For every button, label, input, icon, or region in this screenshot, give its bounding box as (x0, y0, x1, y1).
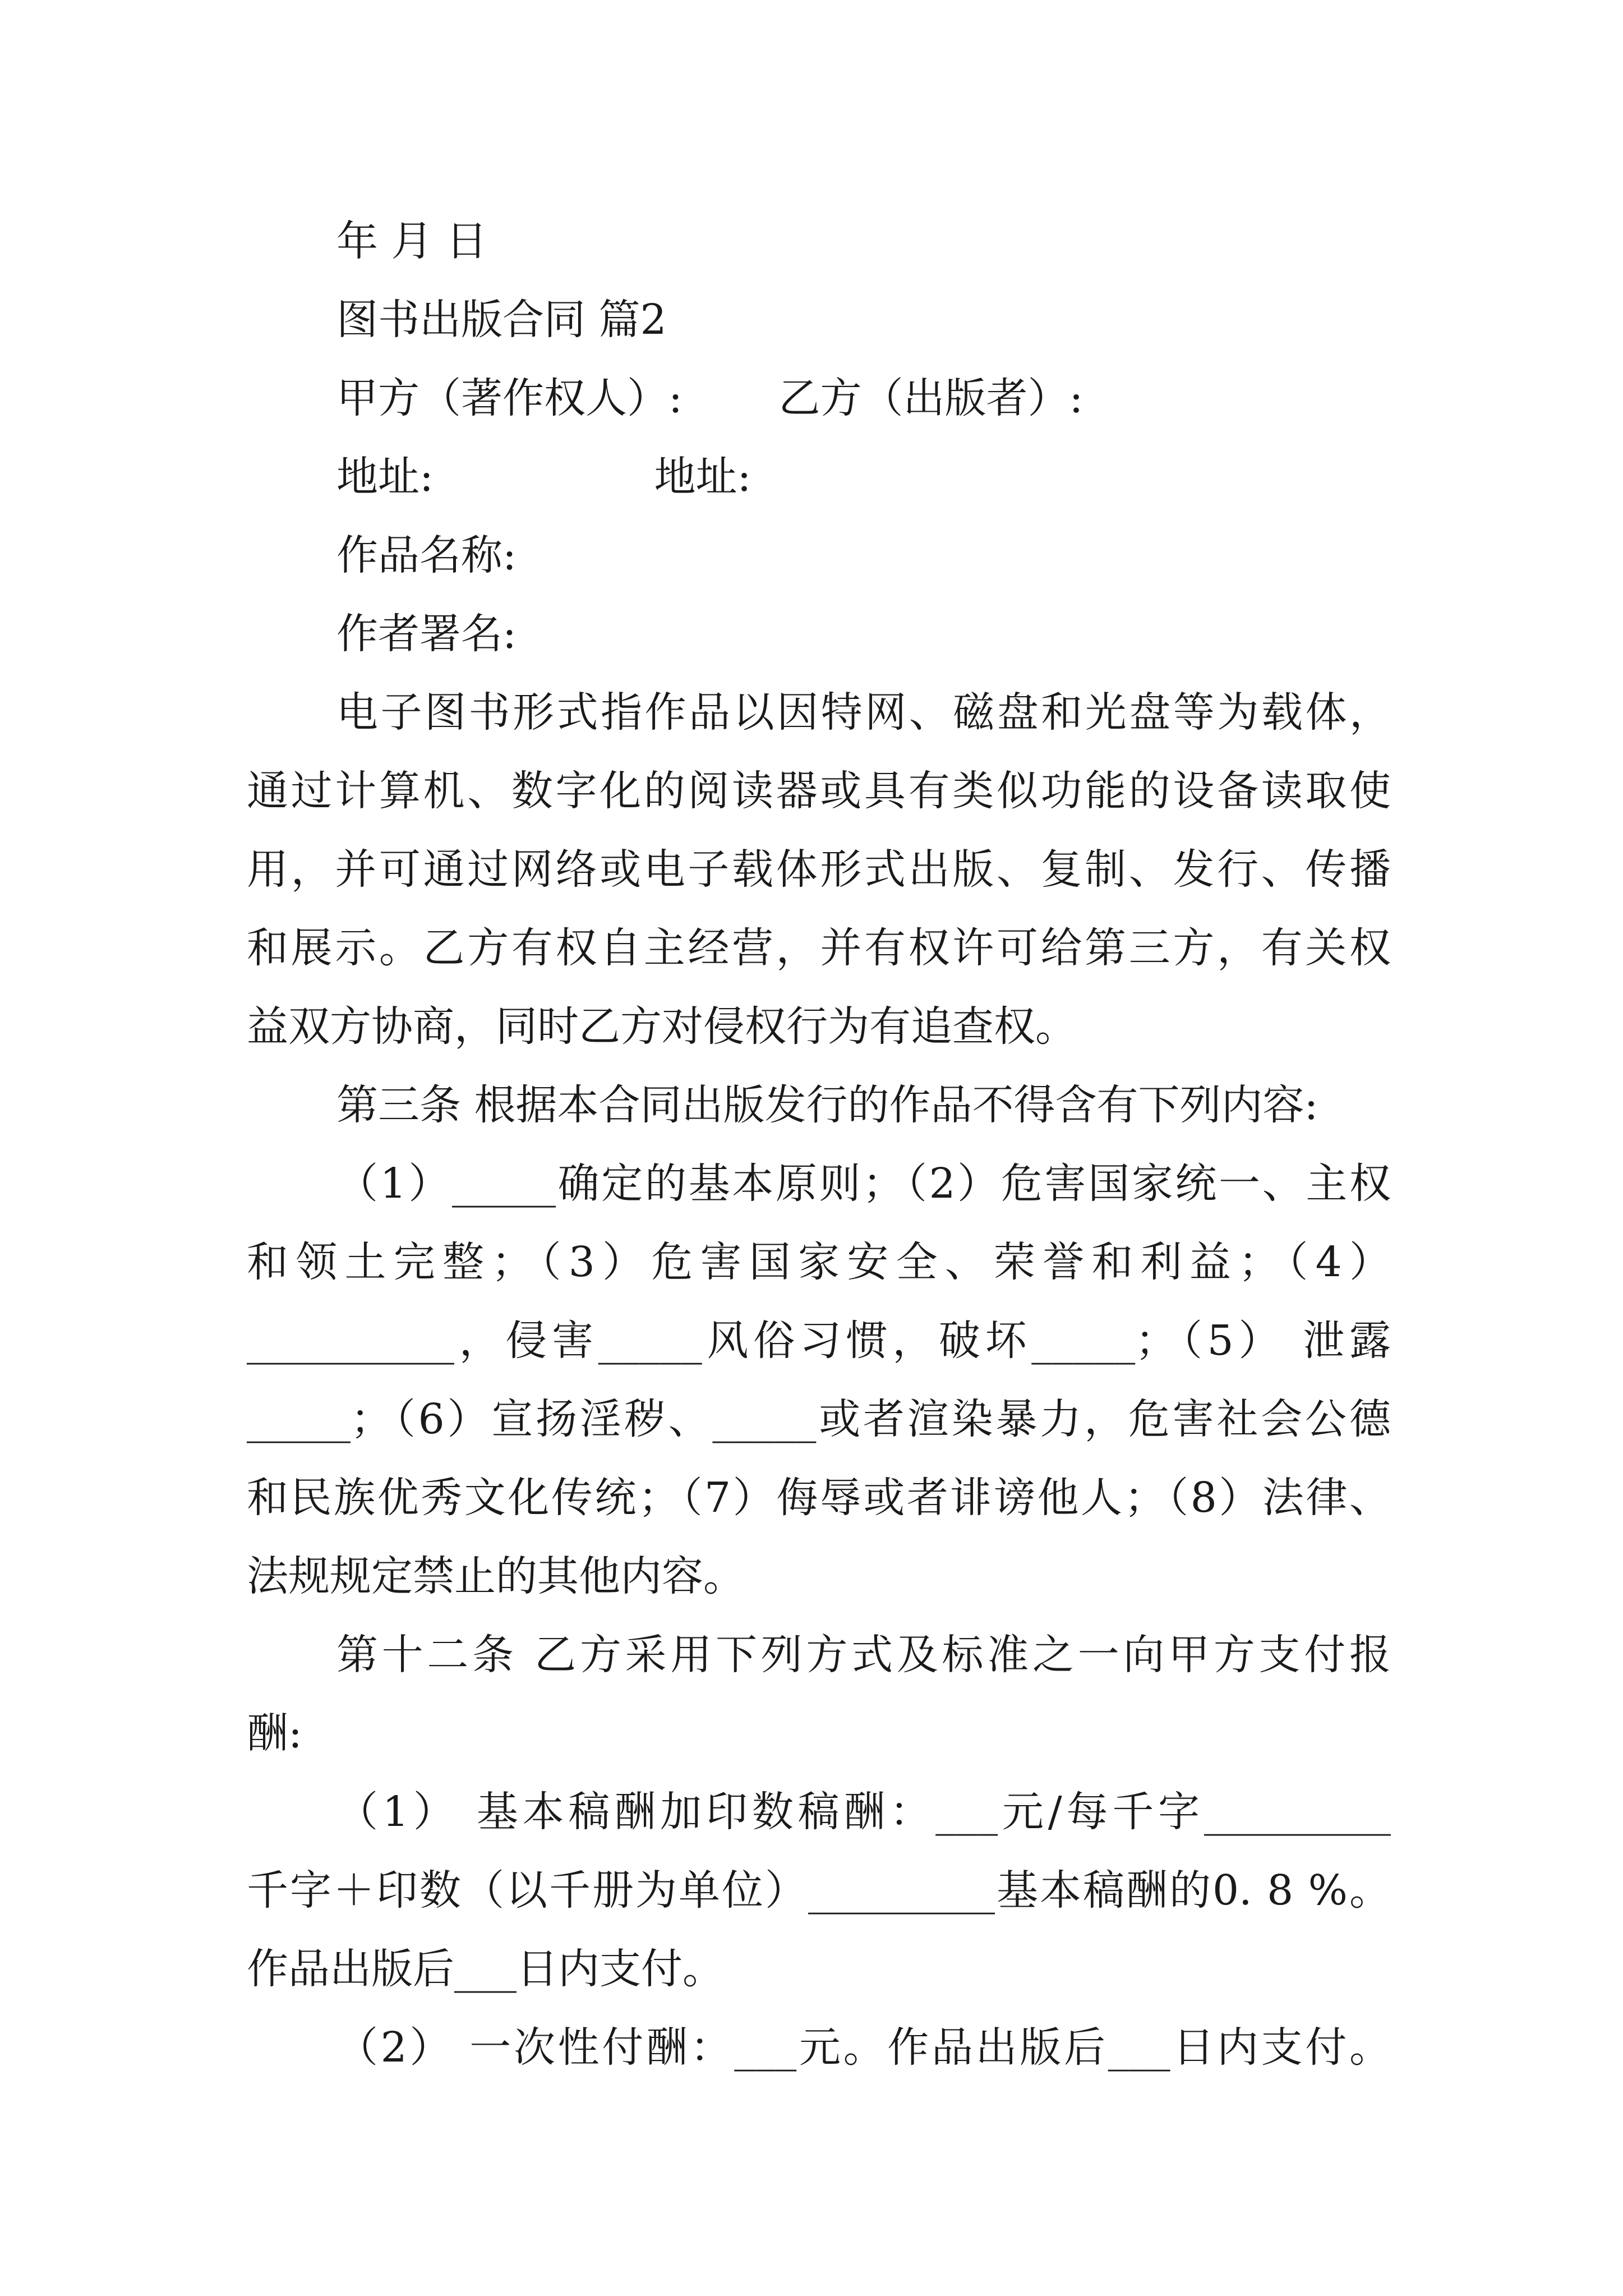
work-title-line: 作品名称: (336, 531, 517, 579)
paragraph-line: 和民族优秀文化传统；（7）侮辱或者诽谤他人；（8）法律、 (247, 1474, 1391, 1522)
paragraph-line: 通过计算机、数字化的阅读器或具有类似功能的设备读取使 (247, 767, 1391, 815)
paragraph-line: 酬: (247, 1709, 302, 1757)
paragraph-line: 千字＋印数（以千册为单位）_________基本稿酬的0. 8 %。 (247, 1866, 1391, 1915)
payment-option-2: （2） 一次性付酬：___元。作品出版后___日内支付。 (336, 2023, 1391, 2072)
paragraph-line: 作品出版后___日内支付。 (247, 1945, 724, 1993)
paragraph-line: 和展示。乙方有权自主经营，并有权许可给第三方，有关权 (247, 924, 1391, 972)
paragraph-line: 用，并可通过网络或电子载体形式出版、复制、发行、传播 (247, 845, 1391, 894)
paragraph-line: 电子图书形式指作品以因特网、磁盘和光盘等为载体， (336, 688, 1391, 737)
date-line: 年 月 日 (336, 217, 488, 265)
paragraph-line: （1）_____确定的基本原则；（2）危害国家统一、主权 (336, 1159, 1391, 1208)
author-signature-line: 作者署名: (336, 610, 517, 658)
article-12-heading: 第十二条 乙方采用下列方式及标准之一向甲方支付报 (336, 1631, 1391, 1679)
paragraph-line: 益双方协商，同时乙方对侵权行为有追查权。 (247, 1002, 1077, 1051)
parties-line: 甲方（著作权人）: 乙方（出版者）: (336, 374, 1083, 422)
paragraph-line: __________，侵害_____风俗习惯，破坏_____；（5） 泄露 (247, 1317, 1391, 1365)
paragraph-line: 和领土完整；（3）危害国家安全、荣誉和利益；（4） (247, 1238, 1391, 1286)
payment-option-1: （1） 基本稿酬加印数稿酬：___元/每千字_________ (336, 1788, 1391, 1836)
contract-title: 图书出版合同 篇2 (336, 296, 667, 344)
paragraph-line: 法规规定禁止的其他内容。 (247, 1552, 745, 1600)
paragraph-line: _____；（6）宣扬淫秽、_____或者渲染暴力，危害社会公德 (247, 1395, 1391, 1443)
address-line: 地址: 地址: (336, 453, 751, 501)
article-3-heading: 第三条 根据本合同出版发行的作品不得含有下列内容: (336, 1081, 1318, 1129)
